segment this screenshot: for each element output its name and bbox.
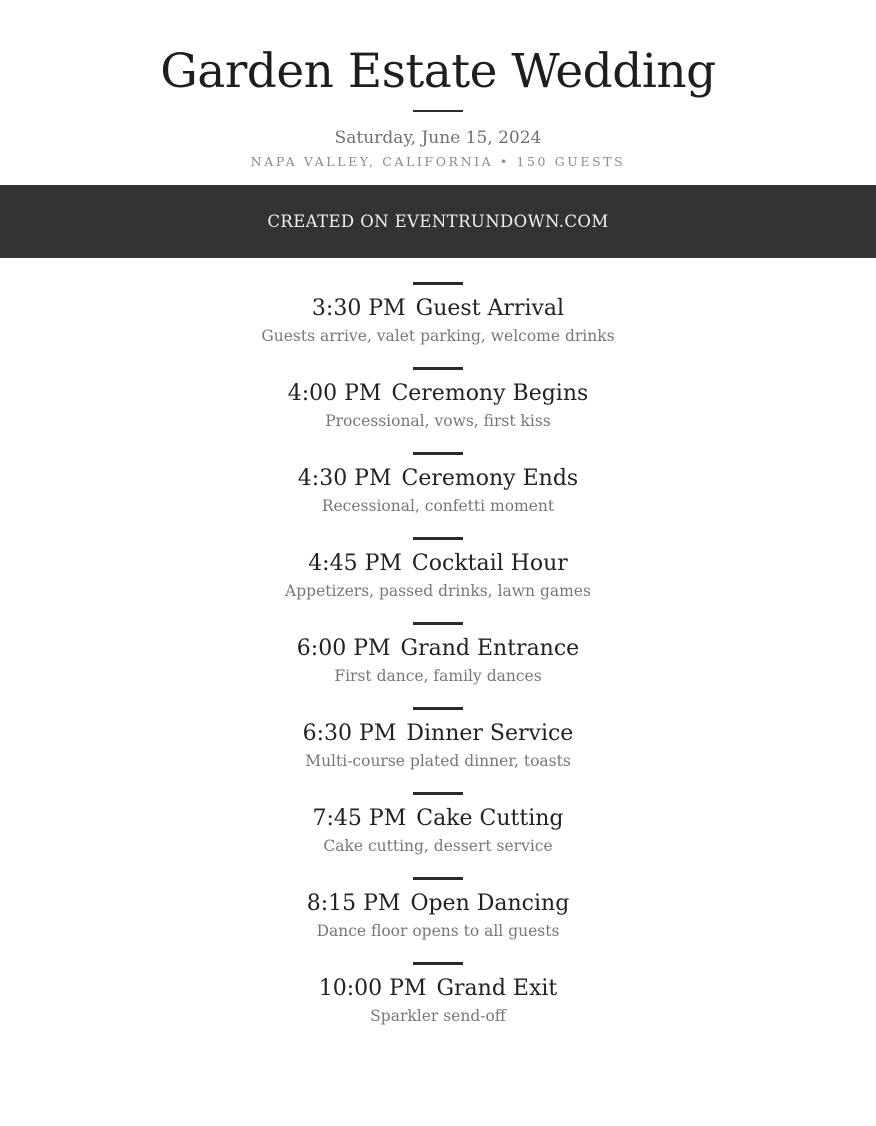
item-heading <box>0 550 876 578</box>
item-description: Processional, vows, first kiss <box>325 412 551 430</box>
page-title: Garden Estate Wedding <box>160 44 716 99</box>
item-title: Grand Entrance <box>400 636 580 661</box>
created-on-banner <box>0 185 876 258</box>
item-description: Guests arrive, valet parking, welcome drinks <box>261 327 615 345</box>
item-title: Dinner Service <box>406 721 574 746</box>
schedule-item <box>0 792 876 877</box>
item-heading <box>0 720 876 748</box>
schedule-item <box>0 962 876 1047</box>
item-heading <box>0 635 876 663</box>
item-heading <box>0 380 876 408</box>
item-time: 4:00 PM <box>287 381 382 406</box>
item-description: Recessional, confetti moment <box>321 497 555 515</box>
item-divider <box>413 792 463 795</box>
item-description: Multi-course plated dinner, toasts <box>305 752 571 770</box>
item-heading <box>0 975 876 1003</box>
item-description: Cake cutting, dessert service <box>323 837 553 855</box>
item-heading <box>0 890 876 918</box>
item-title: Grand Exit <box>436 976 558 1001</box>
schedule-item <box>0 622 876 707</box>
item-description: Sparkler send-off <box>370 1007 506 1025</box>
item-divider <box>413 452 463 455</box>
schedule-item <box>0 877 876 962</box>
page-header <box>0 0 876 170</box>
item-title: Ceremony Begins <box>391 381 589 406</box>
item-divider <box>413 877 463 880</box>
item-divider <box>413 962 463 965</box>
item-heading <box>0 295 876 323</box>
item-time: 7:45 PM <box>312 806 407 831</box>
item-time: 3:30 PM <box>311 296 406 321</box>
event-location: NAPA VALLEY, CALIFORNIA • 150 GUESTS <box>250 154 626 169</box>
item-time: 8:15 PM <box>306 891 401 916</box>
item-title: Ceremony Ends <box>401 466 579 491</box>
item-time: 4:45 PM <box>308 551 402 576</box>
item-divider <box>413 707 463 710</box>
item-divider <box>413 282 463 285</box>
item-heading <box>0 805 876 833</box>
item-time: 6:00 PM <box>296 636 391 661</box>
item-time: 10:00 PM <box>318 976 427 1001</box>
item-time: 6:30 PM <box>302 721 397 746</box>
item-description: First dance, family dances <box>334 667 542 685</box>
banner-text[interactable]: CREATED ON EVENTRUNDOWN.COM <box>267 212 609 231</box>
schedule-item <box>0 367 876 452</box>
item-title: Cocktail Hour <box>411 551 568 576</box>
item-title: Guest Arrival <box>415 296 565 321</box>
schedule-item <box>0 537 876 622</box>
item-title: Cake Cutting <box>416 806 564 831</box>
item-divider <box>413 622 463 625</box>
item-heading <box>0 465 876 493</box>
event-date: Saturday, June 15, 2024 <box>334 128 542 148</box>
item-time: 4:30 PM <box>297 466 392 491</box>
item-title: Open Dancing <box>410 891 570 916</box>
schedule-item <box>0 452 876 537</box>
item-description: Dance floor opens to all guests <box>316 922 560 940</box>
schedule-list <box>0 282 876 1047</box>
item-divider <box>413 537 463 540</box>
item-divider <box>413 367 463 370</box>
schedule-item <box>0 707 876 792</box>
item-description: Appetizers, passed drinks, lawn games <box>285 582 591 600</box>
schedule-item <box>0 282 876 367</box>
title-divider <box>413 110 463 112</box>
